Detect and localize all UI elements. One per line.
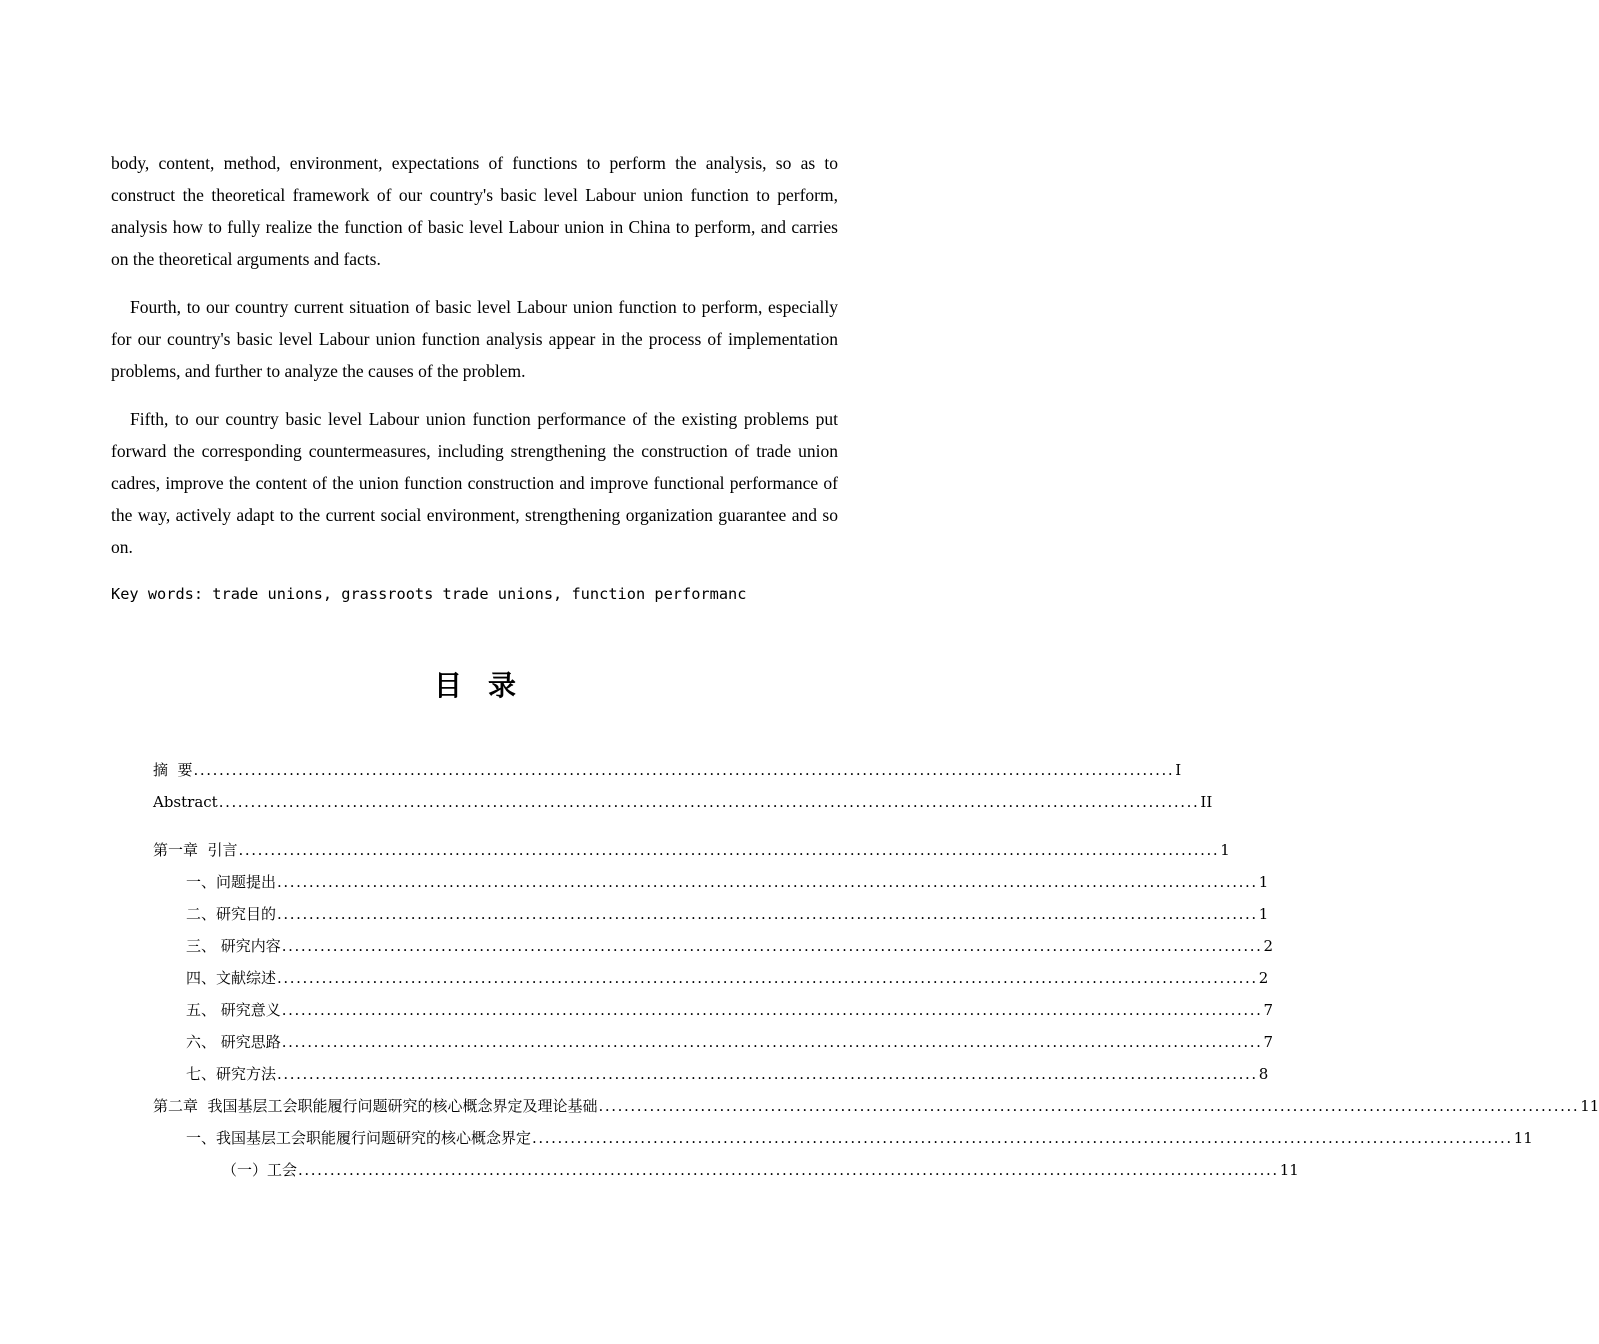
toc-page-number: 2 xyxy=(1263,937,1274,955)
abstract-paragraph-fifth: Fifth, to our country basic level Labour union function performance of the existing problems put forward the corresponding countermeasures, including strengthening the construction of trade union cadres, improve the content of the union function construction and improve functional performance of the way, actively adapt to the current social environment, strengthening organization guarantee and so on. xyxy=(111,409,838,557)
toc-entry-abstract-cn[interactable] xyxy=(153,757,1182,783)
toc-dot-leader: .......................................................................................................................................................... xyxy=(193,761,1175,779)
toc-entry-label: 六、 研究思路 xyxy=(186,1033,281,1051)
toc-page-number: 1 xyxy=(1258,873,1269,891)
toc-dot-leader: .......................................................................................................................................................... xyxy=(277,905,1258,923)
toc-entry-section-1-4[interactable] xyxy=(186,965,1269,991)
abstract-paragraph-continuation: body, content, method, environment, expectations of functions to perform the analysis, so as to construct the theoretical framework of our country's basic level Labour union function to perform, analysis how to fully realize the function of basic level Labour union in China to perform, and carries on the theoretical arguments and facts. xyxy=(111,153,838,269)
toc-entry-label: 第一章 引言 xyxy=(153,841,238,859)
toc-dot-leader: .......................................................................................................................................................... xyxy=(598,1097,1580,1115)
toc-entry-section-1-1[interactable] xyxy=(186,869,1269,895)
toc-dot-leader: .......................................................................................................................................................... xyxy=(281,1033,1263,1051)
toc-dot-leader: .......................................................................................................................................................... xyxy=(281,937,1263,955)
toc-entry-label: 七、研究方法 xyxy=(186,1065,277,1083)
keywords-line: Key words: trade unions, grassroots trade unions, function performanc xyxy=(111,585,747,603)
toc-page-number: 7 xyxy=(1263,1001,1274,1019)
toc-dot-leader: .......................................................................................................................................................... xyxy=(281,1001,1263,1019)
toc-entry-chapter-2[interactable] xyxy=(153,1093,1599,1119)
toc-dot-leader: .......................................................................................................................................................... xyxy=(298,1161,1279,1179)
toc-entry-section-1-2[interactable] xyxy=(186,901,1269,927)
toc-entry-label: 三、 研究内容 xyxy=(186,937,281,955)
toc-page-number: 1 xyxy=(1258,905,1269,923)
abstract-paragraph-fourth: Fourth, to our country current situation of basic level Labour union function to perform, especially for our country's basic level Labour union function analysis appear in the process of implementation problems, and further to analyze the causes of the problem. xyxy=(111,297,838,381)
toc-entry-label: Abstract xyxy=(153,793,218,811)
toc-entry-section-1-5[interactable] xyxy=(186,997,1274,1023)
toc-entry-label: 摘 要 xyxy=(153,761,193,779)
toc-title: 目录 xyxy=(433,669,542,702)
toc-entry-section-2-1[interactable] xyxy=(186,1125,1533,1151)
toc-entry-section-1-7[interactable] xyxy=(186,1061,1269,1087)
toc-dot-leader: .......................................................................................................................................................... xyxy=(277,969,1258,987)
toc-dot-leader: .......................................................................................................................................................... xyxy=(532,1129,1513,1147)
toc-page-number: 7 xyxy=(1263,1033,1274,1051)
toc-entry-abstract-en[interactable] xyxy=(153,789,1213,815)
toc-dot-leader: .......................................................................................................................................................... xyxy=(277,1065,1258,1083)
toc-entry-subsection-2-1-1[interactable] xyxy=(222,1157,1299,1183)
toc-entry-section-1-6[interactable] xyxy=(186,1029,1274,1055)
toc-page-number: I xyxy=(1175,761,1182,779)
toc-entry-chapter-1[interactable] xyxy=(153,837,1230,863)
toc-entry-label: 一、问题提出 xyxy=(186,873,277,891)
toc-dot-leader: .......................................................................................................................................................... xyxy=(218,793,1200,811)
toc-entry-label: 五、 研究意义 xyxy=(186,1001,281,1019)
toc-entry-label: 第二章 我国基层工会职能履行问题研究的核心概念界定及理论基础 xyxy=(153,1097,598,1115)
toc-dot-leader: .......................................................................................................................................................... xyxy=(277,873,1258,891)
toc-entry-label: （一）工会 xyxy=(222,1161,298,1179)
toc-dot-leader: .......................................................................................................................................................... xyxy=(238,841,1220,859)
toc-page-number: 8 xyxy=(1258,1065,1269,1083)
toc-page-number: 1 xyxy=(1220,841,1230,859)
toc-page-number: 11 xyxy=(1279,1161,1299,1179)
toc-entry-label: 四、文献综述 xyxy=(186,969,277,987)
toc-page-number: 11 xyxy=(1513,1129,1533,1147)
toc-page-number: 11 xyxy=(1580,1097,1599,1115)
toc-entry-section-1-3[interactable] xyxy=(186,933,1274,959)
toc-page-number: 2 xyxy=(1258,969,1269,987)
toc-page-number: II xyxy=(1200,793,1213,811)
toc-entry-label: 二、研究目的 xyxy=(186,905,277,923)
toc-entry-label: 一、我国基层工会职能履行问题研究的核心概念界定 xyxy=(186,1129,532,1147)
